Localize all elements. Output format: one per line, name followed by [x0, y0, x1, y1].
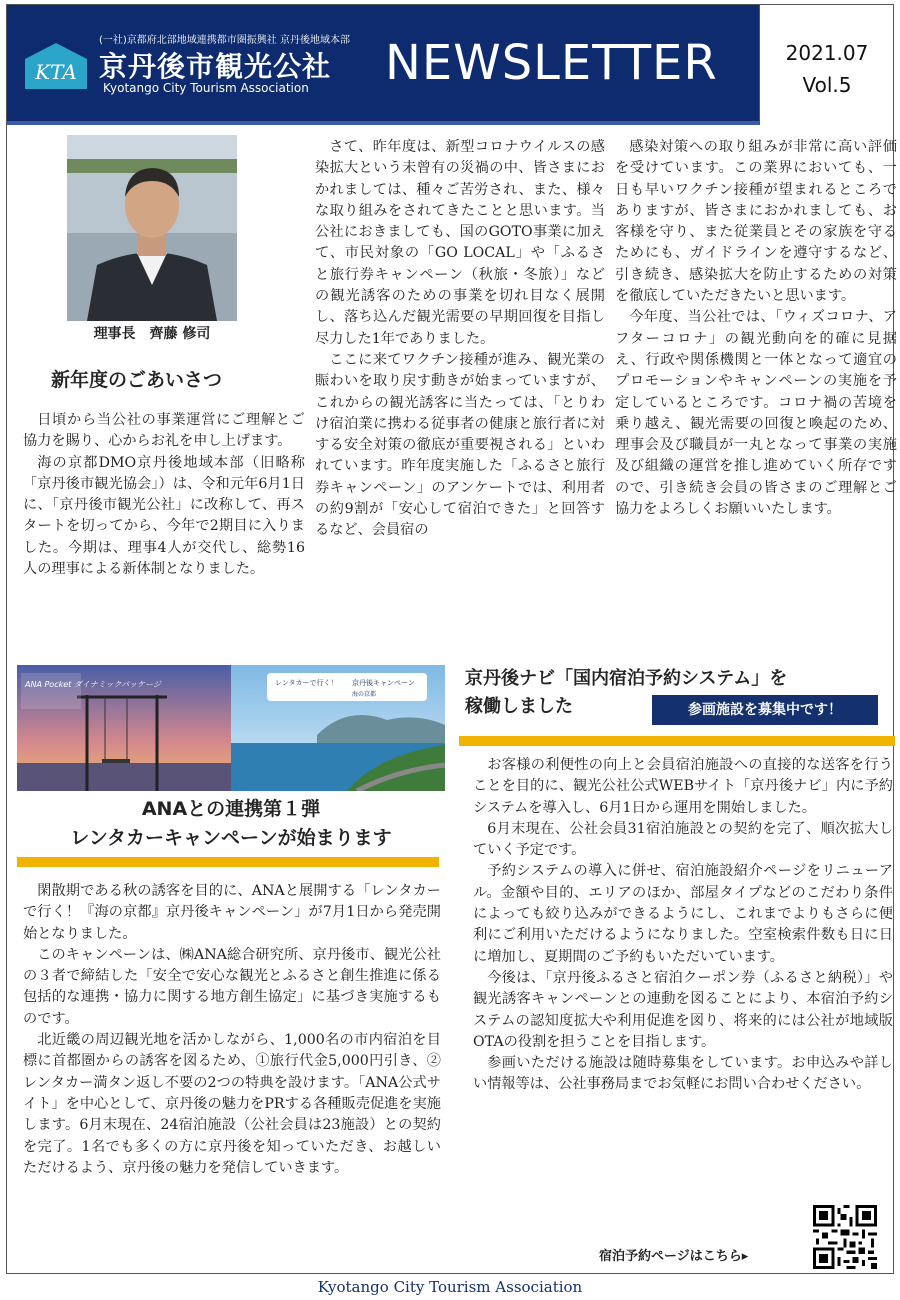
newsletter-page — [6, 4, 897, 1274]
ana-article-body — [23, 881, 441, 1179]
svg-text:海の京都: 海の京都 — [352, 691, 377, 698]
navi-heading-line1: 京丹後ナビ「国内宿泊予約システム」を — [465, 668, 788, 689]
navi-article-body — [473, 755, 893, 1096]
paragraph: 日頃から当公社の事業運営にご理解とご協力を賜り、心からお礼を申し上げます。 — [23, 412, 305, 450]
org-subtitle: (一社)京都府北部地域連携都市圏振興社 京丹後地域本部 — [99, 35, 350, 46]
masthead-banner — [7, 5, 759, 125]
kta-logo-icon — [23, 41, 89, 91]
ana-campaign-banner — [17, 665, 445, 791]
newsletter-title: NEWSLETTER — [385, 35, 718, 91]
greeting-column-3 — [615, 137, 897, 520]
paragraph: 予約システムの導入に併せ、宿泊施設紹介ページをリニューアル。金額や目的、エリアのほか、部屋タイプなどのこだわり条件によっても絞り込みができるようにし、これまでよりもさらに便利にご利用いただけるようになりました。空室検索件数も日に日に増加し、夏期間のご予約もいただいています。 — [473, 863, 893, 965]
paragraph: 北近畿の周辺観光地を活かしながら、1,000名の市内宿泊を目標に首都圏からの誘客を図るため、①旅行代金5,000円引き、②レンタカー満タン返し不要の2つの特典を設けます。「ANA公式サイト」を中心として、京丹後の魅力をPRする各種販売促進を実施します。6月末現在、24宿泊施設（公社会員は23施設）との契約を完了。1名でも多くの方に京丹後を知っていただき、お越しいただけるよう、京丹後の魅力を発信していきます。 — [23, 1032, 441, 1176]
issue-box — [759, 5, 893, 125]
greeting-column-1 — [23, 410, 305, 580]
org-name-en: Kyotango City Tourism Association — [103, 81, 309, 95]
paragraph: ここに来てワクチン接種が進み、観光業の賑わいを取り戻す動きが始まっていますが、これからの観光誘客に当たっては、「とりわけ宿泊業に携わる従事者の健康と旅行者に対する安全対策の徹底が重要視される」といわれています。昨年度実施した「ふるさと旅行券キャンペーン」のアンケートでは、利用者の約9割が「安心して宿泊できた」と回答するなど、会員宿の — [315, 351, 605, 539]
paragraph: お客様の利便性の向上と会員宿泊施設への直接的な送客を行うことを目的に、観光公社公式WEBサイト「京丹後ナビ」内に予約システムを導入し、6月1日から運用を開始しました。 — [473, 757, 893, 816]
accent-bar — [459, 736, 895, 746]
navi-heading-line2: 稼働しました — [465, 696, 573, 717]
issue-date: 2021.07 — [785, 41, 869, 65]
paragraph: 6月末現在、公社会員31宿泊施設との契約を完了、順次拡大していく予定です。 — [473, 820, 893, 859]
ana-heading-line2: レンタカーキャンペーンが始まります — [70, 827, 392, 849]
paragraph: 今年度、当公社では、「ウィズコロナ、アフターコロナ」の観光動向を的確に見据え、行政や関係機関と一体となって適宜のプロモーションやキャンペーンの実施を予定しているところです。コロナ禍の苦境を乗り越え、観光需要の回復と喚起のため、理事会及び職員が一丸となって事業の実施及び組織の運営を推し進めていく所存ですので、引き続き会員の皆さまのご理解とご協力をよろしくお願いいたします。 — [615, 309, 897, 518]
paragraph: 今後は、「京丹後ふるさと宿泊クーポン券（ふるさと納税）」や観光誘客キャンペーンとの連動を図ることにより、本宿泊予約システムの認知度拡大や利用促進を図り、将来的には公社が地域版OTAの役割を担うことを目指します。 — [473, 969, 893, 1050]
svg-text:ANA Pocket ダイナミックパッケージ: ANA Pocket ダイナミックパッケージ — [25, 680, 161, 689]
issue-volume: Vol.5 — [802, 73, 852, 97]
svg-text:京丹後キャンペーン: 京丹後キャンペーン — [352, 679, 415, 687]
accent-bar — [17, 857, 439, 867]
paragraph: 閑散期である秋の誘客を目的に、ANAと展開する「レンタカーで行く！『海の京都』京丹後キャンペーン」が7月1日から発売開始となりました。 — [23, 883, 441, 942]
recruiting-badge: 参画施設を募集中です！ — [652, 695, 878, 725]
ana-heading-line1: ANAとの連携第１弾 — [141, 798, 321, 820]
photo-caption: 理事長 齊藤 修司 — [93, 326, 211, 342]
ana-heading — [17, 795, 445, 853]
paragraph: 感染対策への取り組みが非常に高い評価を受けています。この業界においても、一日も早いワクチン接種が望まれるところでありますが、皆さまにおかれましても、お客様を守り、また従業員とその家族を守るためにも、ガイドラインを遵守するなど、引き続き、感染拡大を防止するための対策を徹底していただきたいと思います。 — [615, 139, 897, 305]
qr-link-label[interactable]: 宿泊予約ページはこちら▸ — [599, 1249, 749, 1264]
chairman-photo — [67, 135, 237, 321]
greeting-heading: 新年度のごあいさつ — [51, 369, 223, 391]
paragraph: このキャンペーンは、㈱ANA総合研究所、京丹後市、観光公社の３者で締結した「安全で安心な観光とふるさと創生推進に係る包括的な連携・協力に関する地方創生協定」に基づき実施するものです。 — [23, 946, 441, 1027]
paragraph: 海の京都DMO京丹後地域本部（旧略称「京丹後市観光協会」）は、令和元年6月1日に、「京丹後市観光公社」に改称して、再スタートを切ってから、今年で2期目に入りました。今期は、理事4人が交代し、総勢16人の理事による新体制となりました。 — [23, 454, 305, 578]
qr-code-icon[interactable] — [813, 1205, 877, 1269]
masthead — [7, 5, 893, 125]
org-name: 京丹後市観光公社 — [99, 50, 332, 83]
footer-org-name: Kyotango City Tourism Association — [317, 1278, 583, 1296]
svg-text:KTA: KTA — [35, 60, 77, 84]
paragraph: さて、昨年度は、新型コロナウイルスの感染拡大という未曾有の災禍の中、皆さまにおかれましては、種々ご苦労され、また、様々な取り組みをされてきたことと思います。当公社におきましても、国のGOTO事業に加えて、市民対象の「GO LOCAL」や「ふるさと旅行券キャンペーン（秋旅・冬旅）」などの観光誘客のための事業を切れ目なく展開し、落ち込んだ観光需要の早期回復を目指し尽力した1年でありました。 — [315, 139, 605, 347]
greeting-column-2 — [315, 137, 605, 542]
svg-text:レンタカーで行く！: レンタカーで行く！ — [275, 679, 338, 687]
paragraph: 参画いただける施設は随時募集をしています。お申込みや詳しい情報等は、公社事務局までお気軽にお問い合わせください。 — [473, 1055, 893, 1093]
